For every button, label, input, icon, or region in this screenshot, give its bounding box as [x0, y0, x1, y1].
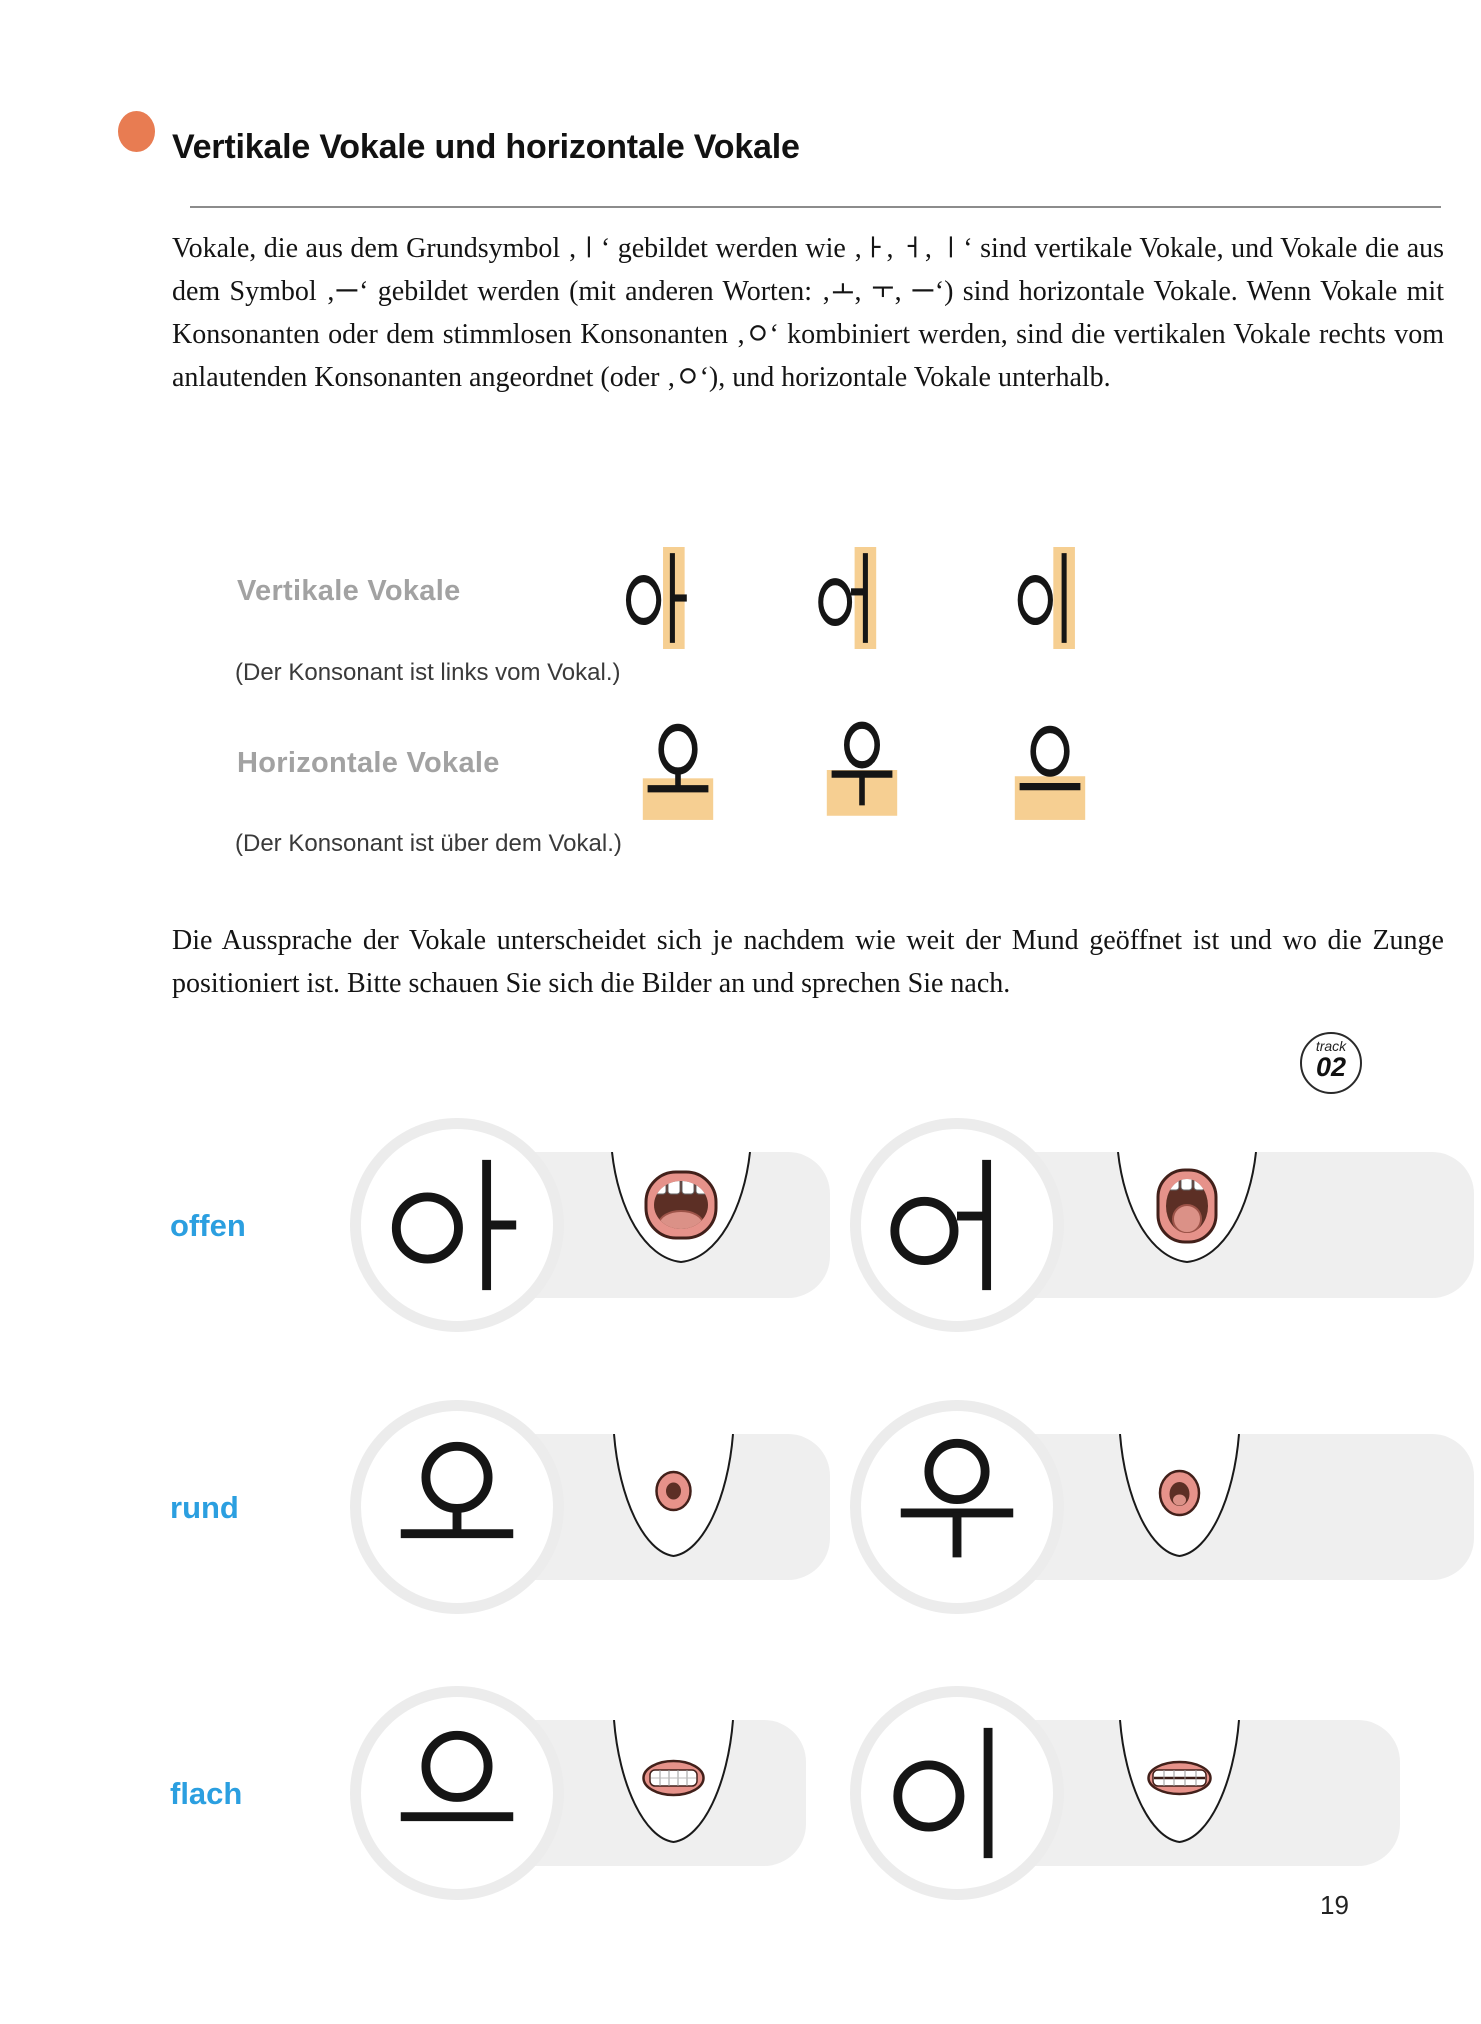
page-number: 19 [1320, 1890, 1349, 1920]
section-bullet-icon [118, 111, 155, 152]
inline-hangul-glyph [901, 235, 925, 259]
hangul-glyph-eo [883, 1151, 1031, 1299]
hangul-circle [350, 1400, 564, 1614]
title-divider [190, 206, 1441, 208]
track-badge-label: track [1315, 1038, 1347, 1054]
pronunciation-row-offen [0, 1118, 1481, 1334]
pronunciation-row-rund [0, 1400, 1481, 1616]
pronunciation-paragraph: Die Aussprache der Vokale unterscheidet sich je nachdem wie weit der Mund geöffnet ist und wo die Zunge positioniert ist. Bitte schauen Sie sich die Bilder an und sprechen Sie nach. [172, 925, 1444, 999]
hangul-circle [850, 1686, 1064, 1900]
hangul-example-i [1013, 547, 1085, 649]
inline-hangul-glyph [911, 278, 935, 302]
horizontal-vowels-label: Horizontale Vokale [237, 747, 500, 779]
intro-paragraph: Vokale, die aus dem Grundsymbol ‚ ‘ gebildet werden wie ‚ , , ‘ sind vertikale Vokale, und Vokale die aus dem Symbol ‚ ‘ gebildet werden (mit anderen Worten: ‚ , , ‘) sind horizontale Vokale. Wenn Vokale mit Konsonanten oder dem stimmlosen Konsonanten ‚ ‘ kombiniert werden, sind die vertikalen Vokale rechts vom anlautenden Konsonanten angeordnet (oder ‚ ‘), und horizontale Vokale unterhalb. [172, 233, 1445, 393]
page-title: Vertikale Vokale und horizontale Vokale [172, 127, 800, 166]
hangul-glyph-u [883, 1433, 1031, 1581]
horizontal-vowels-caption: (Der Konsonant ist über dem Vokal.) [235, 830, 622, 857]
hangul-circle [850, 1118, 1064, 1332]
mouth-illustration-flat-closed [606, 1720, 741, 1869]
mouth-illustration-spread-closed [1112, 1720, 1247, 1869]
inline-hangul-glyph [746, 321, 770, 345]
hangul-example-eo [815, 547, 887, 649]
mouth-illustration-round-small [606, 1434, 741, 1583]
inline-hangul-glyph [831, 278, 855, 302]
hangul-glyph-eu [383, 1719, 531, 1867]
hangul-glyph-i [883, 1719, 1031, 1867]
vertical-vowels-label: Vertikale Vokale [237, 575, 461, 607]
row-label-flach: flach [170, 1776, 243, 1811]
hangul-circle [850, 1400, 1064, 1614]
row-label-rund: rund [170, 1490, 239, 1525]
row-label-offen: offen [170, 1208, 246, 1243]
mouth-illustration-open-tongue [1112, 1152, 1262, 1297]
mouth-illustration-round-big [1112, 1434, 1247, 1583]
hangul-example-o [638, 718, 718, 822]
inline-hangul-glyph [871, 278, 895, 302]
hangul-glyph-o [383, 1433, 531, 1581]
hangul-example-eu [1010, 718, 1090, 822]
mouth-illustration-open-big [606, 1152, 756, 1297]
hangul-circle [350, 1118, 564, 1332]
inline-hangul-glyph [863, 235, 887, 259]
inline-hangul-glyph [335, 278, 359, 302]
audio-track-badge [1300, 1032, 1362, 1094]
inline-hangul-glyph [676, 364, 700, 388]
pronunciation-row-flach [0, 1686, 1481, 1902]
inline-hangul-glyph [577, 235, 601, 259]
vertical-vowels-caption: (Der Konsonant ist links vom Vokal.) [235, 659, 621, 686]
hangul-example-u [822, 718, 902, 822]
hangul-example-a [622, 547, 694, 649]
inline-hangul-glyph [939, 235, 963, 259]
hangul-circle [350, 1686, 564, 1900]
track-badge-number: 02 [1315, 1052, 1347, 1082]
hangul-glyph-a [383, 1151, 531, 1299]
